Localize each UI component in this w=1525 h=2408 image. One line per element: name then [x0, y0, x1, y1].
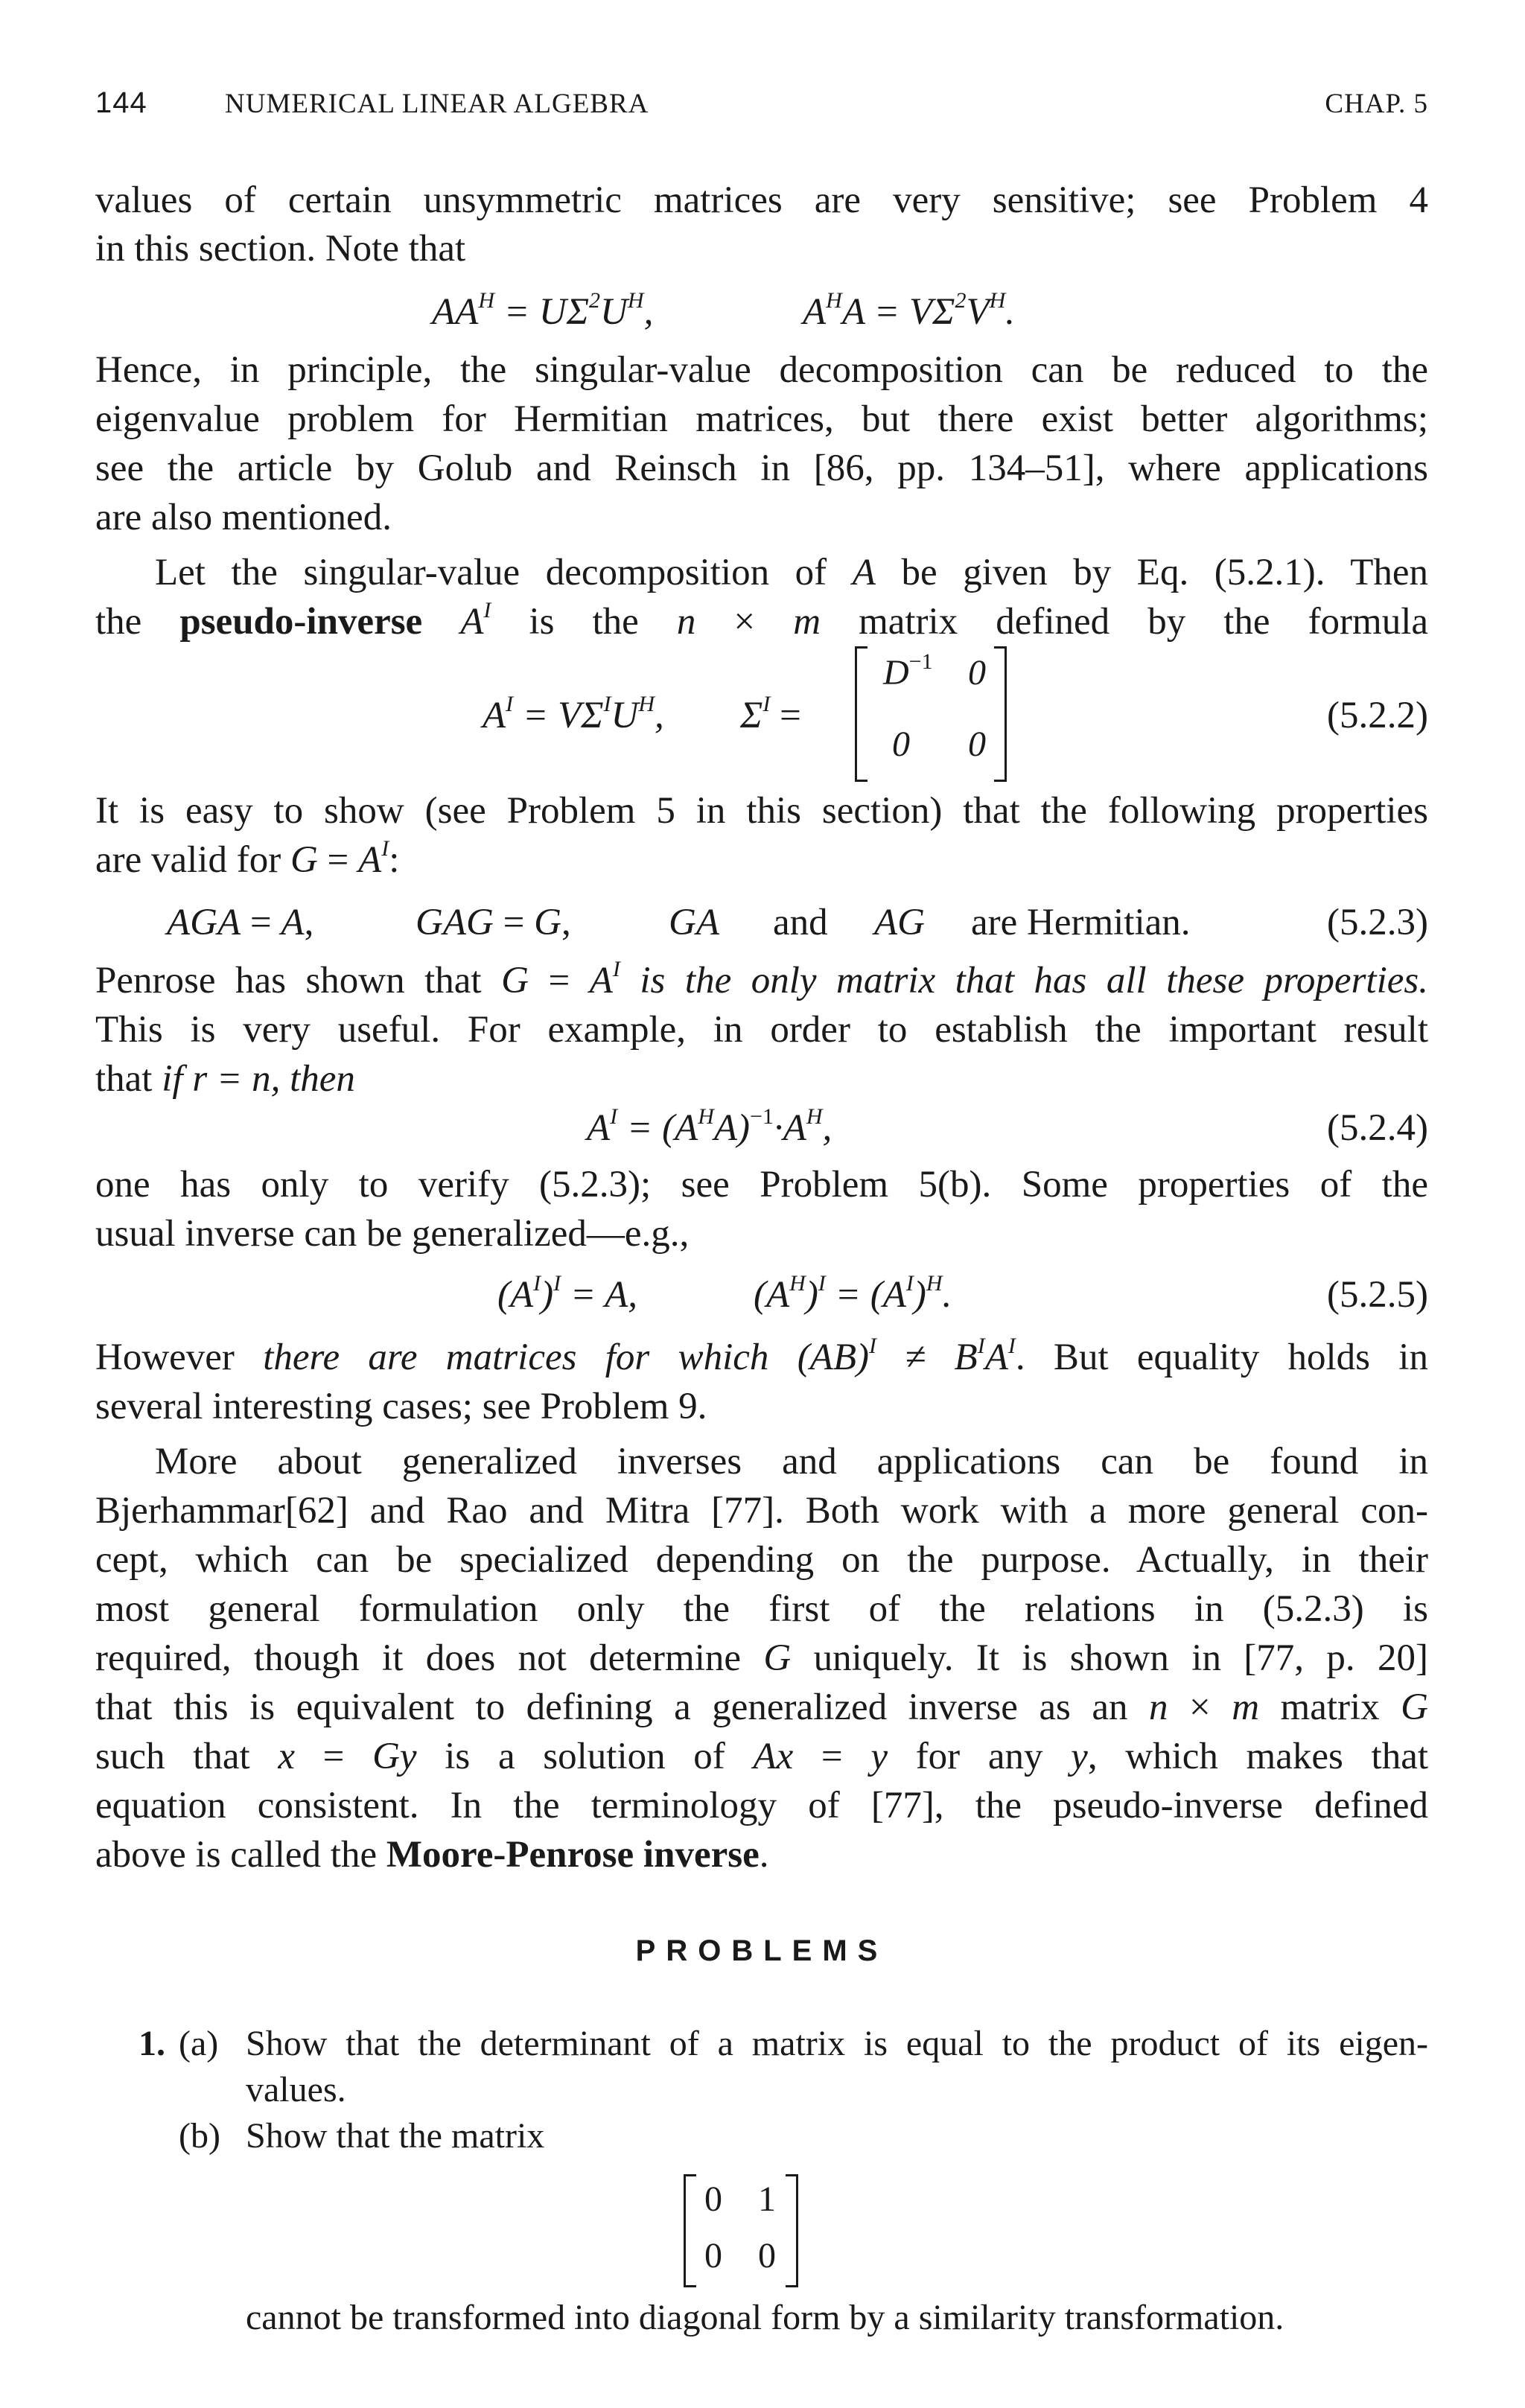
bracket-left	[684, 2174, 696, 2287]
equation-5-2-3: AGA = A,	[167, 902, 314, 943]
equation-5-2-3-ga: GA	[669, 902, 719, 943]
problem-number: 1.	[139, 2024, 165, 2063]
chapter-label: CHAP. 5	[1325, 89, 1428, 119]
paragraph-line: Bjerhammar[62] and Rao and Mitra [77]. Both work with a more general con-	[95, 1490, 1428, 1532]
equation-number: (5.2.4)	[1327, 1107, 1428, 1149]
term-moore-penrose-inverse: Moore-Penrose inverse	[386, 1834, 760, 1876]
equation-5-2-2-sigma: $\Sigma^I$ =	[740, 692, 801, 736]
book-page	[95, 0, 1428, 2408]
equation-5-2-4: $A^I = (A^HA)^{-1}\cdot A^H$,	[587, 1104, 832, 1149]
running-head	[95, 86, 1428, 131]
equation-number: (5.2.5)	[1327, 1274, 1428, 1316]
problem-text: cannot be transformed into diagonal form by a similarity transformation.	[246, 2298, 1284, 2337]
paragraph-line: the pseudo-inverse $A^I$ is the n × m matrix defined by the formula	[95, 598, 1429, 643]
problem-text: Show that the matrix	[246, 2116, 545, 2156]
matrix-cell: 0	[968, 653, 986, 692]
paragraph-line: one has only to verify (5.2.3); see Problem 5(b). Some properties of the	[95, 1164, 1428, 1205]
page-number: 144	[95, 86, 147, 119]
problem-text: Show that the determinant of a matrix is equal to the product of its eigen-	[246, 2024, 1428, 2063]
equation-5-2-3-ag: AG	[874, 902, 925, 943]
paragraph-line: eigenvalue problem for Hermitian matrices, but there exist better algorithms;	[95, 398, 1428, 440]
bracket-left	[855, 646, 867, 782]
paragraph-line: such that x = Gy is a solution of Ax = y for any y, which makes that	[95, 1736, 1429, 1777]
matrix-cell: 0	[968, 724, 986, 764]
problem-part-label: (a)	[179, 2024, 219, 2063]
problem-text: values.	[246, 2070, 346, 2109]
matrix-cell: 0	[892, 724, 910, 764]
paragraph-line: However there are matrices for which $(AB)^I \ne B^IA^I$. But equality holds in	[95, 1334, 1428, 1378]
matrix-sigma-i	[855, 646, 1007, 777]
matrix-example	[684, 2174, 798, 2283]
paragraph-line: are valid for $G = A^I$:	[95, 836, 400, 881]
paragraph-line: Hence, in principle, the singular-value decomposition can be reduced to the	[95, 349, 1428, 391]
paragraph-line: required, though it does not determine G uniquely. It is shown in [77, p. 20]	[95, 1637, 1428, 1679]
matrix-cell: 0	[704, 2179, 722, 2219]
equation-svd-right: $A^HA = V\Sigma^2V^H$.	[803, 288, 1016, 333]
running-title: NUMERICAL LINEAR ALGEBRA	[225, 89, 649, 119]
term-pseudo-inverse: pseudo-inverse	[179, 601, 423, 643]
paragraph-line: in this section. Note that	[95, 228, 466, 270]
equation-5-2-3-hermitian: are Hermitian.	[971, 902, 1191, 943]
paragraph-line: values of certain unsymmetric matrices are very sensitive; see Problem 4	[95, 179, 1428, 221]
matrix-cell: 0	[704, 2236, 722, 2275]
paragraph-line: above is called the Moore-Penrose inverse.	[95, 1834, 769, 1876]
paragraph-line: Let the singular-value decomposition of A be given by Eq. (5.2.1). Then	[155, 552, 1428, 593]
equation-number: (5.2.3)	[1327, 902, 1428, 943]
paragraph-line: Penrose has shown that $G = A^I$ is the only matrix that has all these properties.	[95, 957, 1428, 1001]
matrix-cell: 0	[758, 2236, 776, 2275]
equation-5-2-3-and: and	[773, 902, 828, 943]
paragraph-line: most general formulation only the first of the relations in (5.2.3) is	[95, 1588, 1428, 1630]
paragraph-line: are also mentioned.	[95, 497, 392, 538]
problems-heading: PROBLEMS	[635, 1934, 888, 1967]
equation-5-2-5-left: $(A^I)^I = A$,	[497, 1271, 638, 1316]
paragraph-line: several interesting cases; see Problem 9.	[95, 1386, 707, 1427]
paragraph-line: It is easy to show (see Problem 5 in this section) that the following properties	[95, 790, 1428, 832]
problem-part-label: (b)	[179, 2116, 220, 2156]
paragraph-line: usual inverse can be generalized—e.g.,	[95, 1213, 690, 1255]
equation-5-2-3-part2: GAG = G,	[416, 902, 571, 943]
matrix-cell: $D^{-1}$	[883, 649, 933, 692]
bracket-right	[994, 646, 1007, 782]
paragraph-line: equation consistent. In the terminology of [77], the pseudo-inverse defined	[95, 1785, 1428, 1826]
paragraph-line: that if r = n, then	[95, 1058, 355, 1100]
matrix-cell: 1	[758, 2179, 776, 2219]
equation-number: (5.2.2)	[1327, 695, 1428, 736]
equation-5-2-2-lhs: $A^I = V\Sigma^IU^H$,	[483, 692, 664, 736]
paragraph-line: More about generalized inverses and applications can be found in	[155, 1441, 1428, 1482]
bracket-right	[786, 2174, 798, 2287]
paragraph-line: that this is equivalent to defining a generalized inverse as an n × m matrix G	[95, 1686, 1428, 1728]
equation-svd-left: $AA^H = U\Sigma^2U^H$,	[432, 288, 654, 333]
paragraph-line: cept, which can be specialized depending on the purpose. Actually, in their	[95, 1539, 1428, 1581]
paragraph-line: see the article by Golub and Reinsch in [86, pp. 134–51], where applications	[95, 447, 1428, 489]
paragraph-line: This is very useful. For example, in order to establish the important result	[95, 1009, 1428, 1051]
equation-5-2-5-right: $(A^H)^I = (A^I)^H$.	[754, 1271, 952, 1316]
